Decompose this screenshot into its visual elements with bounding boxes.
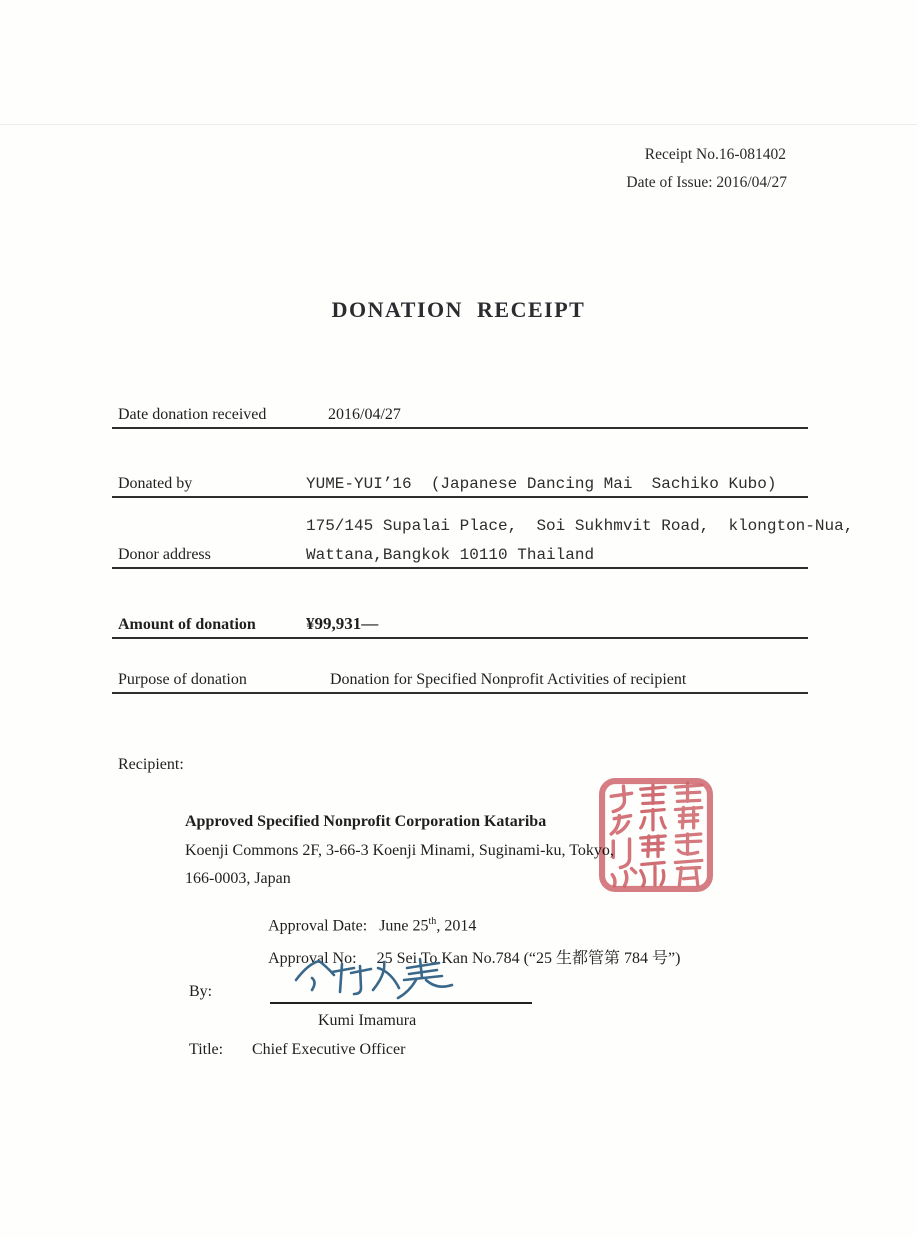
title-label: Title: — [189, 1041, 224, 1058]
row-label-purpose: Purpose of donation — [118, 671, 247, 688]
table-row — [112, 505, 854, 569]
page-title: DONATION RECEIPT — [331, 297, 586, 322]
row-value-purpose: Donation for Specified Nonprofit Activities of recipient — [330, 671, 687, 688]
row-value-donor-address-line1: 175/145 Supalai Place, Soi Sukhmvit Road, klongton-Nua, — [306, 517, 854, 535]
row-label-donated-by: Donated by — [118, 475, 193, 492]
table-row — [112, 468, 808, 498]
table-row — [112, 401, 808, 429]
row-value-donor-address-line2: Wattana,Bangkok 10110 Thailand — [306, 546, 595, 564]
handwritten-signature-icon — [288, 956, 463, 1006]
signature-line — [270, 1002, 532, 1004]
row-value-date-received: 2016/04/27 — [328, 406, 401, 423]
row-label-date-received: Date donation received — [118, 406, 267, 423]
recipient-address-line2: 166-0003, Japan — [185, 870, 291, 887]
approval-date-label: Approval Date: — [268, 917, 368, 935]
signer-name: Kumi Imamura — [318, 1012, 417, 1029]
scan-paper-edge — [0, 124, 917, 125]
date-of-issue: Date of Issue: 2016/04/27 — [626, 174, 787, 191]
row-value-donated-by: YUME-YUI’16 (Japanese Dancing Mai Sachiko Kubo) — [306, 475, 777, 493]
row-label-donor-address: Donor address — [118, 546, 211, 563]
row-label-amount: Amount of donation — [118, 616, 256, 633]
approval-no-value: 25 Sei To Kan No.784 (“25 生都管第 784 号”) — [376, 950, 681, 967]
approval-date-year: , 2014 — [436, 917, 477, 935]
table-row — [112, 610, 808, 639]
signer-title: Chief Executive Officer — [252, 1041, 406, 1058]
recipient-org-name: Approved Specified Nonprofit Corporation Katariba — [185, 813, 547, 830]
katariba-seal-stamp-icon — [598, 777, 714, 893]
approval-no-label: Approval No: — [268, 950, 357, 967]
by-label: By: — [189, 983, 213, 1000]
receipt-number: Receipt No.16-081402 — [644, 146, 786, 163]
recipient-section-label: Recipient: — [118, 756, 184, 773]
recipient-address-line1: Koenji Commons 2F, 3-66-3 Koenji Minami, Suginami-ku, Tokyo, — [185, 842, 614, 859]
row-value-amount: ¥99,931— — [306, 614, 379, 633]
table-row — [112, 665, 808, 694]
approval-date-value: June 25 — [379, 917, 429, 935]
approval-date-ordinal: th — [428, 916, 437, 927]
